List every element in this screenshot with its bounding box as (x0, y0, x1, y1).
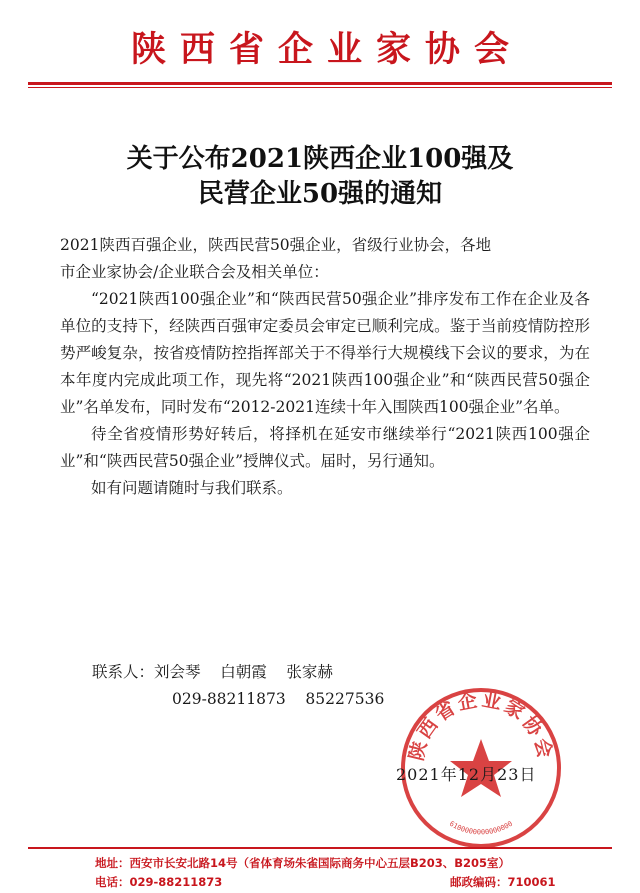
contact-names: 刘会琴 白朝霞 张家赫 (154, 663, 333, 681)
footer-postcode-value: 710061 (507, 875, 556, 889)
footer-address (95, 855, 510, 871)
seal-text: 陕西省企业家协会 (405, 688, 557, 763)
footer-phone-label: 电话： (95, 875, 130, 889)
paragraph-announcement: “2021陕西100强企业”和“陕西民营50强企业”排序发布工作在企业及各单位的支持下，经陕西百强审定委员会审定已顺利完成。鉴于当前疫情防控形势严峻复杂，按省疫情防控指挥部关于不得举行大规模线下会议的要求，为在本年度内完成此项工作，现先将“2021陕西100强企业”和“陕西民营50强企业”名单发布，同时发布“2012-2021连续十年入围陕西100强企业”名单。 (60, 290, 590, 416)
footer-postcode-label: 邮政编码： (450, 875, 508, 889)
letterhead-org-name: 陕西省企业家协会 (130, 30, 523, 70)
document-title-line2: 民营企业50强的通知 (197, 179, 443, 209)
document-body (60, 232, 590, 502)
salutation-line2: 市企业家协会/企业联合会及相关单位： (60, 263, 329, 281)
letterhead-rule-thin (28, 87, 612, 88)
paragraph-ceremony: 待全省疫情形势好转后，将择机在延安市继续举行“2021陕西100强企业”和“陕西民营50强企业”授牌仪式。届时，另行通知。 (60, 425, 590, 470)
document-title-line1: 关于公布2021陕西企业100强及 (126, 144, 514, 174)
footer-address-label: 地址： (95, 856, 130, 870)
contact-phones: 029-88211873 85227536 (172, 690, 385, 708)
footer-address-value: 西安市长安北路14号（省体育场朱雀国际商务中心五层B203、B205室） (129, 856, 511, 870)
footer-phone (95, 874, 222, 890)
issue-date: 2021年12月23日 (396, 765, 537, 784)
footer-postcode (450, 874, 556, 890)
letterhead-rule (28, 82, 612, 85)
contact-block (92, 660, 333, 682)
paragraph-contact-note: 如有问题请随时与我们联系。 (91, 479, 293, 497)
footer-phone-value: 029-88211873 (129, 875, 223, 889)
seal-serial: 6100000000000000 (447, 819, 515, 837)
salutation-line1: 2021陕西百强企业，陕西民营50强企业，省级行业协会，各地 (60, 236, 492, 254)
contact-label: 联系人： (92, 663, 155, 681)
footer-rule (28, 847, 612, 849)
